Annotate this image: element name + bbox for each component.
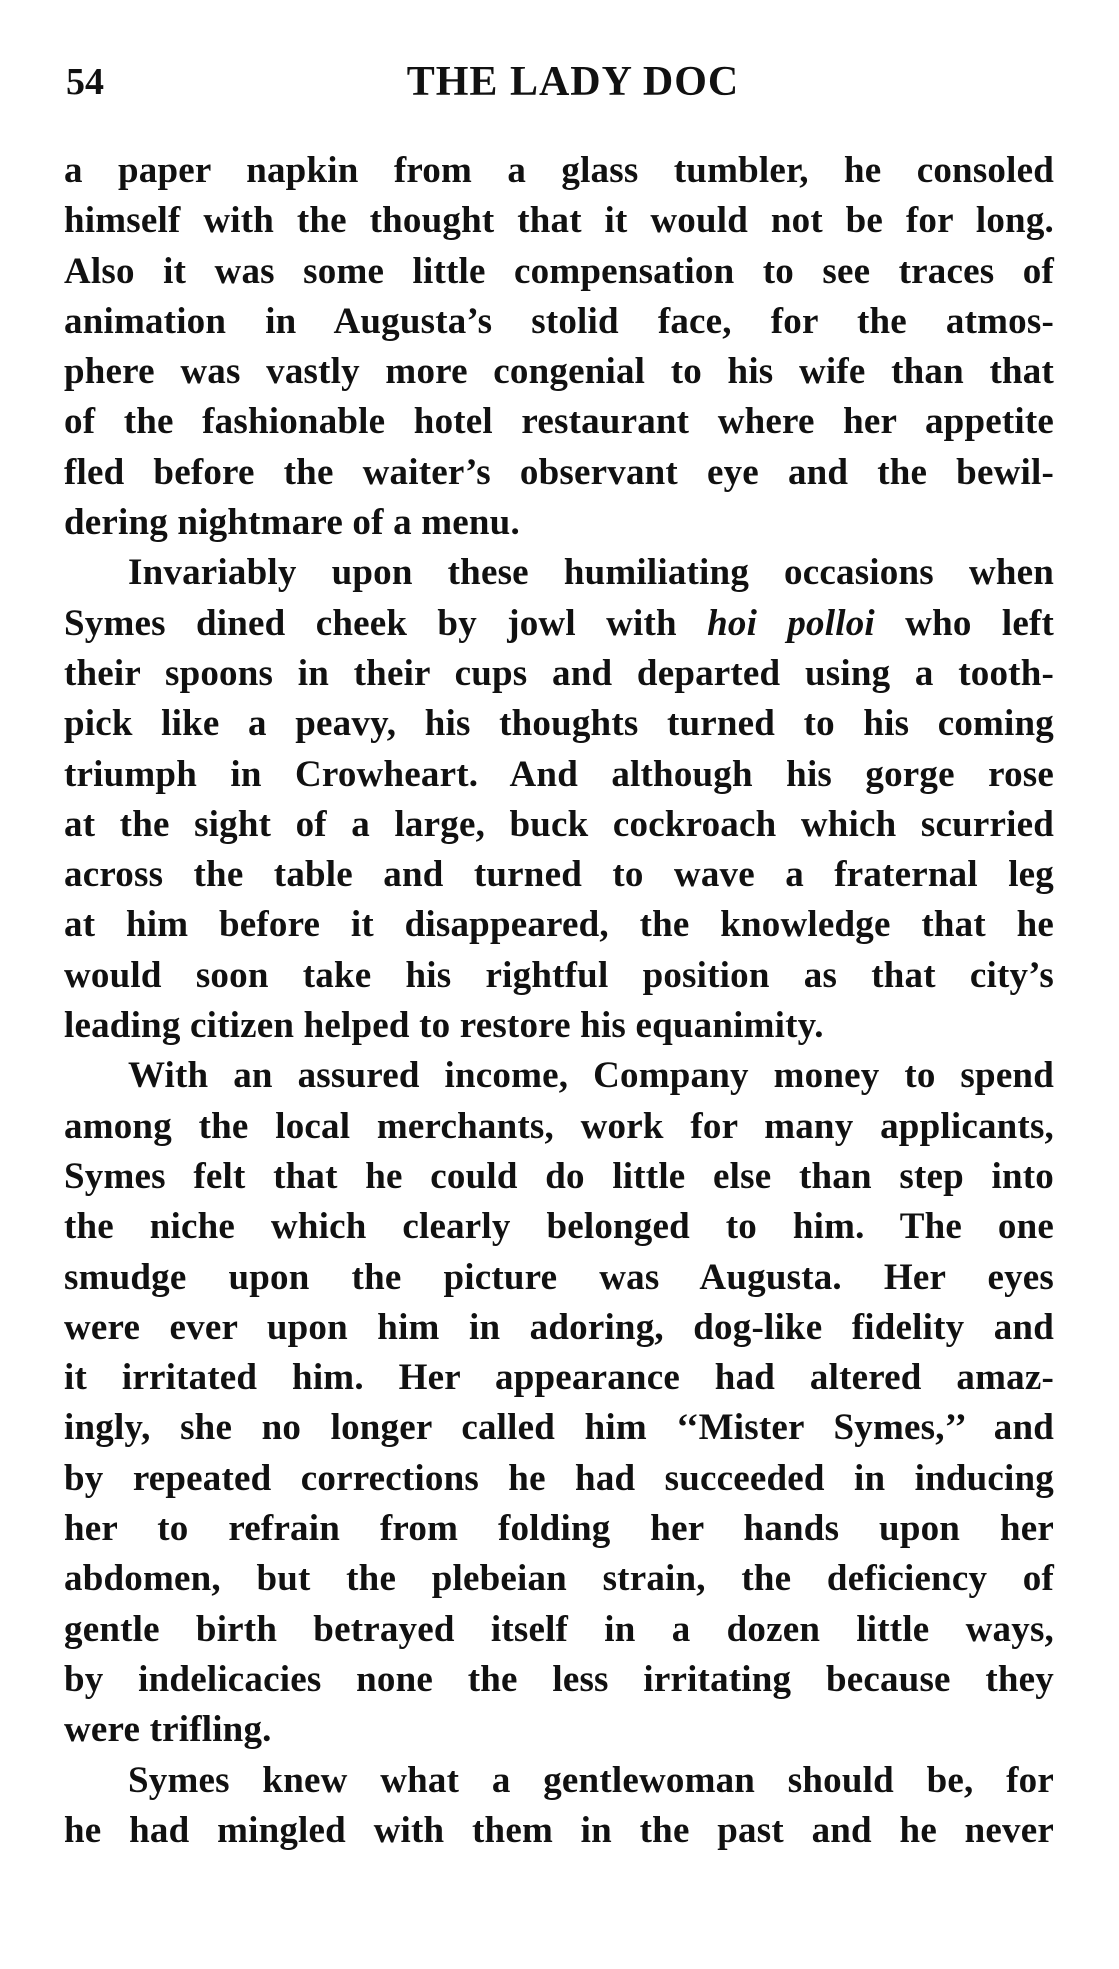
text-line: he had mingled with them in the past and he never	[64, 1809, 1054, 1851]
text-line: the niche which clearly belonged to him. The one	[64, 1206, 1054, 1248]
text-line: leading citizen helped to restore his equanimity.	[64, 1005, 824, 1047]
text-line: would soon take his rightful position as that city’s	[64, 954, 1054, 996]
text-line: animation in Augusta’s stolid face, for the atmos-	[64, 300, 1054, 342]
text-line: Also it was some little compensation to see traces of	[64, 250, 1054, 292]
text-line: among the local merchants, work for many applicants,	[64, 1105, 1054, 1147]
text-line: dering nightmare of a menu.	[64, 502, 520, 544]
running-head	[66, 56, 1054, 108]
text-segment: Symes dined cheek by jowl with	[64, 602, 677, 644]
text-line: were trifling.	[64, 1709, 272, 1751]
text-line: pick like a peavy, his thoughts turned to his coming	[64, 703, 1054, 745]
text-line: abdomen, but the plebeian strain, the deficiency of	[64, 1558, 1054, 1600]
text-line: by indelicacies none the less irritating because they	[64, 1658, 1054, 1700]
text-line: fled before the waiter’s observant eye and the bewil-	[64, 451, 1054, 493]
text-line: by repeated corrections he had succeeded in inducing	[64, 1457, 1054, 1499]
text-line: Symes knew what a gentlewoman should be, for	[128, 1759, 1054, 1801]
text-line: their spoons in their cups and departed using a tooth-	[64, 652, 1054, 694]
text-line: With an assured income, Company money to spend	[128, 1055, 1054, 1097]
body-text	[64, 146, 1054, 1856]
page-number: 54	[66, 61, 104, 103]
text-line: across the table and turned to wave a fraternal leg	[64, 854, 1054, 896]
italic-phrase: hoi polloi	[707, 602, 875, 644]
text-line: were ever upon him in adoring, dog-like fidelity and	[64, 1306, 1054, 1348]
text-segment: who left	[905, 602, 1054, 644]
text-line: gentle birth betrayed itself in a dozen little ways,	[64, 1608, 1054, 1650]
text-line: at the sight of a large, buck cockroach which scurried	[64, 803, 1054, 845]
text-line: of the fashionable hotel restaurant where her appetite	[64, 401, 1054, 443]
text-line: triumph in Crowheart. And although his gorge rose	[64, 753, 1054, 795]
text-line: phere was vastly more congenial to his wife than that	[64, 351, 1054, 393]
text-line: a paper napkin from a glass tumbler, he consoled	[64, 150, 1054, 191]
text-line: at him before it disappeared, the knowledge that he	[64, 904, 1054, 946]
text-line: ingly, she no longer called him ‘‘Mister Symes,’’ and	[64, 1407, 1054, 1449]
text-line-with-italic	[64, 599, 1054, 649]
text-line: smudge upon the picture was Augusta. Her eyes	[64, 1256, 1054, 1298]
text-line: himself with the thought that it would not be for long.	[64, 200, 1054, 242]
text-line: her to refrain from folding her hands upon her	[64, 1508, 1054, 1550]
text-line: it irritated him. Her appearance had altered amaz-	[64, 1357, 1054, 1399]
text-line: Invariably upon these humiliating occasions when	[128, 552, 1054, 594]
text-line: Symes felt that he could do little else than step into	[64, 1155, 1054, 1197]
running-title: THE LADY DOC	[406, 59, 740, 105]
